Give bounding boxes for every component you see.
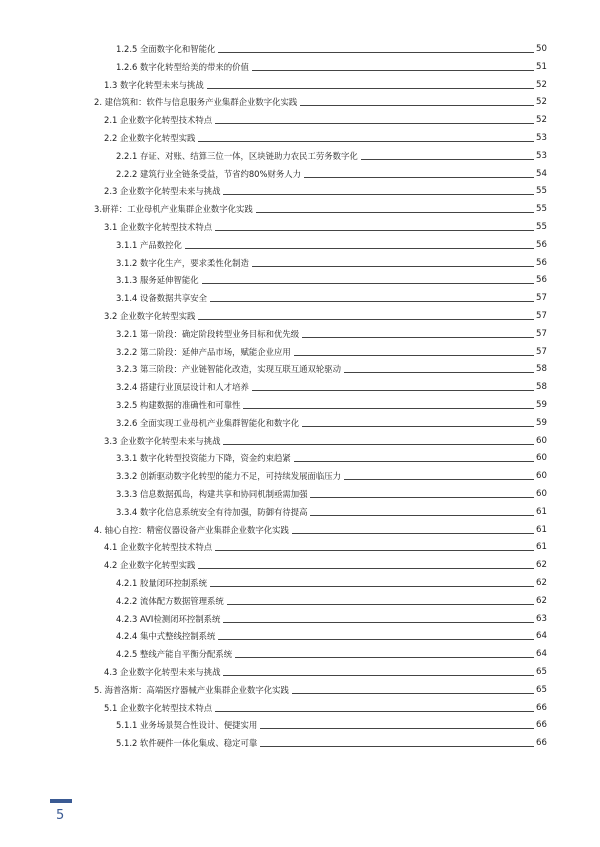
- toc-entry[interactable]: [0, 716, 600, 734]
- toc-entry-page: 56: [536, 275, 547, 286]
- toc-leader-line: [344, 372, 534, 373]
- toc-entry-page: 57: [536, 328, 547, 339]
- toc-entry-page: 65: [536, 667, 547, 677]
- toc-entry-page: 60: [536, 435, 547, 446]
- toc-entry[interactable]: [0, 182, 600, 200]
- toc-leader-line: [292, 533, 534, 534]
- toc-entry[interactable]: [0, 129, 600, 147]
- toc-entry-title: 1.3 数字化转型未来与挑战: [104, 79, 204, 90]
- toc-entry[interactable]: [0, 663, 600, 681]
- toc-leader-line: [215, 711, 534, 712]
- toc-entry-page: 66: [536, 738, 547, 749]
- toc-entry[interactable]: [0, 414, 600, 432]
- toc-entry-page: 61: [536, 542, 547, 553]
- toc-leader-line: [198, 568, 534, 569]
- toc-entry-title: 4.3 企业数字化转型未来与挑战: [104, 667, 221, 677]
- toc-entry-title: 4.2.2 流体配方数据管理系统: [116, 595, 224, 606]
- toc-entry-page: 50: [536, 44, 547, 54]
- toc-entry-title: 3.1.3 服务延伸智能化: [116, 275, 199, 286]
- toc-entry-title: 3.3 企业数字化转型未来与挑战: [104, 435, 221, 446]
- toc-leader-line: [198, 141, 534, 142]
- toc-entry-page: 53: [536, 133, 547, 143]
- toc-entry-page: 60: [536, 453, 547, 464]
- toc-entry-page: 57: [536, 293, 547, 304]
- toc-entry-title: 2.2.2 建筑行业全链条受益，节省约80%财务人力: [116, 168, 301, 179]
- toc-entry-title: 4. 轴心自控：精密仪器设备产业集群企业数字化实践: [94, 524, 289, 535]
- toc-entry[interactable]: [0, 592, 600, 610]
- toc-leader-line: [223, 194, 534, 195]
- toc-entry-title: 1.2.6 数字化转型给美的带来的价值: [116, 61, 249, 72]
- toc-entry[interactable]: [0, 343, 600, 361]
- toc-entry-page: 66: [536, 702, 547, 713]
- toc-entry-page: 65: [536, 684, 547, 695]
- toc-leader-line: [215, 550, 534, 551]
- toc-entry[interactable]: [0, 76, 600, 94]
- toc-entry-page: 59: [536, 417, 547, 428]
- toc-entry[interactable]: [0, 485, 600, 503]
- footer-accent-bar: [50, 799, 72, 803]
- toc-entry[interactable]: [0, 93, 600, 111]
- toc-entry-title: 4.2.1 胶量闭环控制系统: [116, 578, 207, 588]
- toc-leader-line: [252, 390, 534, 391]
- toc-entry-title: 2.2.1 存证、对账、结算三位一体，区块链助力农民工劳务数字化: [116, 150, 358, 161]
- toc-entry[interactable]: [0, 432, 600, 450]
- toc-leader-line: [252, 266, 534, 267]
- toc-entry-title: 4.2 企业数字化转型实践: [104, 560, 196, 571]
- toc-entry[interactable]: [0, 699, 600, 717]
- toc-entry[interactable]: [0, 645, 600, 663]
- toc-leader-line: [294, 355, 534, 356]
- toc-entry[interactable]: [0, 58, 600, 76]
- toc-entry-title: 4.2.5 整线产能自平衡分配系统: [116, 649, 233, 660]
- toc-entry-page: 62: [536, 560, 547, 571]
- toc-entry-page: 57: [536, 346, 547, 357]
- toc-entry[interactable]: [0, 271, 600, 289]
- toc-leader-line: [292, 693, 534, 694]
- toc-entry[interactable]: [0, 111, 600, 129]
- toc-leader-line: [302, 426, 534, 427]
- toc-entry-title: 3.2.4 搭建行业顶层设计和人才培养: [116, 382, 249, 393]
- toc-entry[interactable]: [0, 147, 600, 165]
- toc-entry[interactable]: [0, 521, 600, 539]
- toc-entry[interactable]: [0, 627, 600, 645]
- toc-entry[interactable]: [0, 681, 600, 699]
- toc-entry-page: 52: [536, 115, 547, 126]
- toc-entry-page: 53: [536, 150, 547, 161]
- toc-entry-title: 3.3.2 创新驱动数字化转型的能力不足，可持续发展面临压力: [116, 471, 341, 482]
- toc-leader-line: [235, 657, 534, 658]
- toc-entry[interactable]: [0, 378, 600, 396]
- toc-entry-title: 5.1.1 业务场景契合性设计、便捷实用: [116, 720, 258, 731]
- toc-leader-line: [344, 479, 534, 480]
- toc-entry-page: 58: [536, 364, 547, 375]
- toc-entry-page: 60: [536, 471, 547, 482]
- toc-entry-title: 5. 海普洛斯：高端医疗器械产业集群企业数字化实践: [94, 684, 289, 695]
- toc-entry-title: 3.1.4 设备数据共享安全: [116, 293, 207, 304]
- toc-leader-line: [252, 70, 534, 71]
- toc-entry-page: 56: [536, 239, 547, 250]
- toc-entry-title: 3.2.2 第二阶段：延伸产品市场，赋能企业应用: [116, 346, 291, 357]
- toc-entry-page: 57: [536, 311, 547, 321]
- toc-entry[interactable]: [0, 218, 600, 236]
- toc-entry-title: 4.2.4 集中式整线控制系统: [116, 631, 216, 642]
- toc-entry-title: 5.1 企业数字化转型技术特点: [104, 702, 213, 713]
- toc-entry-page: 58: [536, 382, 547, 393]
- toc-entry-page: 55: [536, 186, 547, 197]
- toc-leader-line: [300, 105, 534, 106]
- toc-entry-title: 1.2.5 全面数字化和智能化: [116, 44, 216, 54]
- toc-entry-page: 51: [536, 61, 547, 72]
- toc-entry-page: 62: [536, 595, 547, 606]
- toc-leader-line: [304, 177, 534, 178]
- toc-entry-title: 3.1.2 数字化生产，要求柔性化制造: [116, 257, 249, 268]
- toc-entry[interactable]: [0, 360, 600, 378]
- toc-leader-line: [302, 337, 534, 338]
- toc-leader-line: [223, 675, 534, 676]
- toc-leader-line: [256, 212, 534, 213]
- toc-entry-page: 55: [536, 204, 547, 215]
- toc-leader-line: [223, 444, 534, 445]
- toc-entry[interactable]: [0, 538, 600, 556]
- toc-entry[interactable]: [0, 556, 600, 574]
- toc-entry[interactable]: [0, 574, 600, 592]
- toc-entry-title: 2.3 企业数字化转型未来与挑战: [104, 186, 221, 197]
- toc-entry-page: 52: [536, 79, 547, 90]
- toc-entry[interactable]: [0, 254, 600, 272]
- toc-leader-line: [202, 283, 534, 284]
- toc-leader-line: [207, 88, 534, 89]
- toc-entry[interactable]: [0, 734, 600, 752]
- toc-entry-title: 2.1 企业数字化转型技术特点: [104, 115, 213, 126]
- toc-entry-title: 3.2.1 第一阶段：确定阶段转型业务目标和优先级: [116, 328, 300, 339]
- toc-entry-title: 3.3.1 数字化转型投资能力下降，资金约束趋紧: [116, 453, 291, 464]
- toc-leader-line: [310, 515, 534, 516]
- toc-entry-title: 2. 建信筑和：软件与信息服务产业集群企业数字化实践: [94, 97, 298, 108]
- toc-entry-title: 3.2.3 第三阶段：产业链智能化改造，实现互联互通双轮驱动: [116, 364, 341, 375]
- toc-entry-page: 56: [536, 257, 547, 268]
- toc-leader-line: [310, 497, 534, 498]
- toc-entry-title: 4.1 企业数字化转型技术特点: [104, 542, 213, 553]
- toc-entry-page: 55: [536, 222, 547, 232]
- toc-entry[interactable]: [0, 467, 600, 485]
- toc-leader-line: [185, 248, 534, 249]
- toc-entry-title: 3.2 企业数字化转型实践: [104, 311, 196, 321]
- toc-entry[interactable]: [0, 396, 600, 414]
- footer-page-number: 5: [56, 808, 65, 823]
- toc-leader-line: [198, 319, 534, 320]
- toc-entry-title: 5.1.2 软件硬件一体化集成、稳定可靠: [116, 738, 258, 749]
- toc-leader-line: [215, 123, 534, 124]
- toc-entry-page: 64: [536, 649, 547, 660]
- toc-entry-page: 60: [536, 489, 547, 499]
- toc-entry-title: 3.1.1 产品数控化: [116, 239, 182, 250]
- toc-leader-line: [223, 622, 534, 623]
- toc-leader-line: [210, 301, 534, 302]
- toc-entry[interactable]: [0, 200, 600, 218]
- toc-entry-title: 3.2.5 构建数据的准确性和可靠性: [116, 400, 241, 410]
- toc-entry[interactable]: [0, 610, 600, 628]
- toc-entry-page: 61: [536, 506, 547, 517]
- toc-entry-page: 52: [536, 97, 547, 108]
- toc-entry[interactable]: [0, 40, 600, 58]
- toc-entry-page: 63: [536, 613, 547, 624]
- toc-leader-line: [215, 230, 534, 231]
- toc-entry-title: 3.研祥：工业母机产业集群企业数字化实践: [94, 204, 253, 215]
- toc-leader-line: [361, 159, 534, 160]
- toc-entry-page: 64: [536, 631, 547, 642]
- toc-entry-page: 59: [536, 400, 547, 410]
- toc-leader-line: [260, 728, 534, 729]
- toc-leader-line: [243, 408, 534, 409]
- toc-entry[interactable]: [0, 236, 600, 254]
- toc-leader-line: [260, 746, 534, 747]
- toc-entry-title: 4.2.3 AVI检测闭环控制系统: [116, 613, 221, 624]
- toc-entry-title: 3.2.6 全面实现工业母机产业集群智能化和数字化: [116, 417, 300, 428]
- toc-entry-title: 2.2 企业数字化转型实践: [104, 133, 196, 143]
- toc-entry-title: 3.1 企业数字化转型技术特点: [104, 222, 213, 232]
- toc-entry[interactable]: [0, 165, 600, 183]
- toc-entry-page: 66: [536, 720, 547, 731]
- toc-entry[interactable]: [0, 503, 600, 521]
- toc-entry[interactable]: [0, 307, 600, 325]
- toc-entry-page: 61: [536, 524, 547, 535]
- toc-entry-page: 54: [536, 168, 547, 179]
- toc-entry-page: 62: [536, 578, 547, 588]
- toc-leader-line: [294, 461, 534, 462]
- toc-leader-line: [218, 639, 534, 640]
- toc-leader-line: [210, 586, 534, 587]
- toc-entry-title: 3.3.3 信息数据孤岛，构建共享和协同机制亟需加强: [116, 489, 308, 499]
- toc-leader-line: [227, 604, 534, 605]
- toc-entry[interactable]: [0, 325, 600, 343]
- toc-entry-title: 3.3.4 数字化信息系统安全有待加强，防御有待提高: [116, 506, 308, 517]
- toc-entry[interactable]: [0, 289, 600, 307]
- toc-leader-line: [218, 52, 534, 53]
- toc-entry[interactable]: [0, 449, 600, 467]
